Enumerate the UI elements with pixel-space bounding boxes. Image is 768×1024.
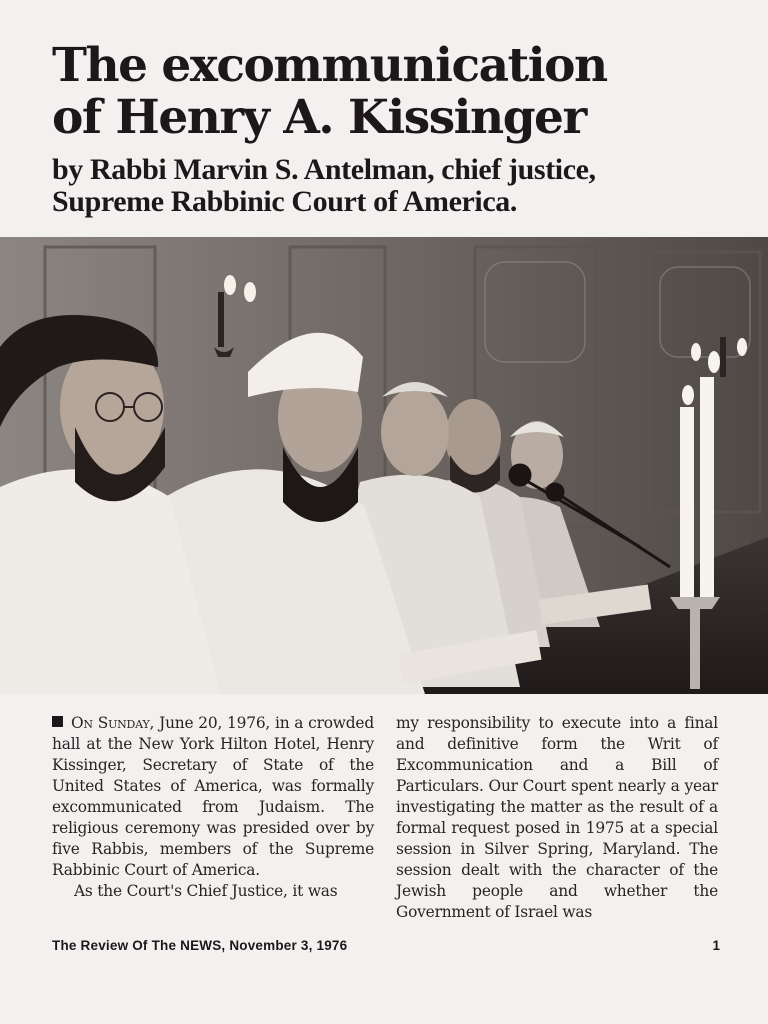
title-line-2: of Henry A. Kissinger [52, 90, 586, 145]
article-photo [0, 237, 768, 694]
photo-rabbis-at-table [0, 237, 768, 694]
byline-line-2: Supreme Rabbinic Court of America. [52, 185, 517, 218]
square-bullet-icon [52, 716, 63, 727]
article-title [52, 40, 742, 144]
lead-paragraph [52, 713, 374, 881]
lead-smallcaps: On Sunday [71, 714, 150, 732]
article-byline [52, 154, 752, 218]
body-column-left [52, 713, 374, 902]
byline-line-1: by Rabbi Marvin S. Antelman, chief justice, [52, 153, 596, 186]
lead-text: , June 20, 1976, in a crowded hall at the New York Hilton Hotel, Henry Kissinger, Secretary of State of the United States of America, was formally excommunicated from Judaism. The religious ceremony was presided over by five Rabbis, members of the Supreme Rabbinic Court of America. [52, 714, 374, 879]
continued-paragraph: my responsibility to execute into a final and definitive form the Writ of Excommunication and a Bill of Particulars. Our Court spent nearly a year investigating the matter as the result of a formal request posed in 1975 at a special session in Silver Spring, Maryland. The session dealt with the character of the Jewish people and whether the Government of Israel was [396, 714, 718, 921]
second-paragraph: As the Court's Chief Justice, it was [74, 882, 338, 900]
publication-line: The Review Of The NEWS, November 3, 1976 [52, 938, 348, 953]
title-line-1: The excommunication [52, 38, 607, 93]
page-number: 1 [712, 938, 720, 953]
body-column-right [396, 713, 718, 923]
